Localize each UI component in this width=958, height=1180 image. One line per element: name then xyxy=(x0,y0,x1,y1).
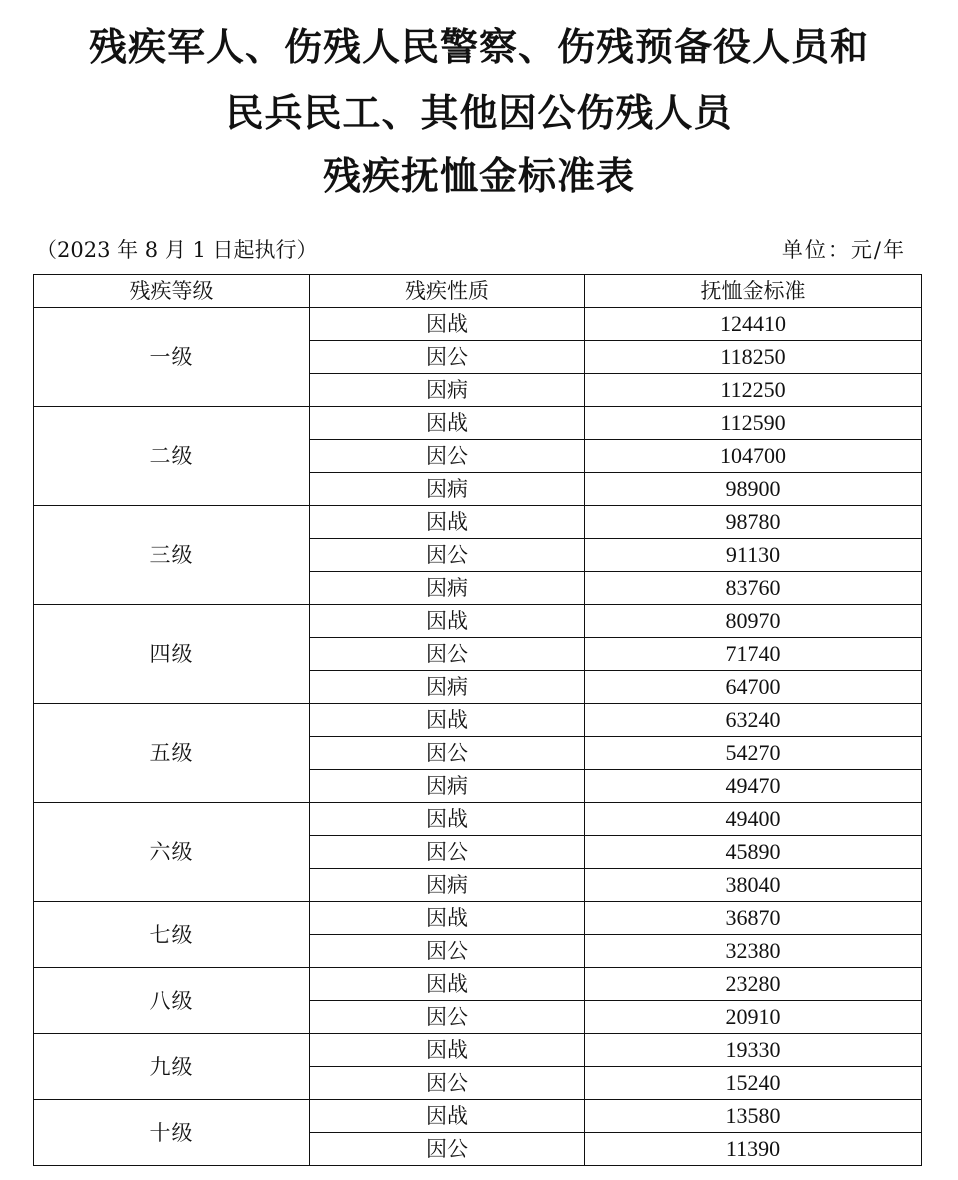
disability-nature-cell: 因病 xyxy=(310,770,585,803)
disability-nature-cell: 因病 xyxy=(310,374,585,407)
pension-amount-cell: 45890 xyxy=(585,836,922,869)
pension-amount-cell: 36870 xyxy=(585,902,922,935)
disability-nature-cell: 因战 xyxy=(310,803,585,836)
pension-amount-cell: 19330 xyxy=(585,1034,922,1067)
disability-nature-cell: 因病 xyxy=(310,869,585,902)
table-row xyxy=(34,308,922,341)
pension-amount-cell: 38040 xyxy=(585,869,922,902)
table-row xyxy=(34,1034,922,1067)
disability-nature-cell: 因公 xyxy=(310,539,585,572)
disability-nature-cell: 因战 xyxy=(310,1034,585,1067)
disability-nature-cell: 因战 xyxy=(310,704,585,737)
unit-label: 单位：元/年 xyxy=(781,238,906,262)
table-body xyxy=(34,308,922,1166)
disability-nature-cell: 因公 xyxy=(310,737,585,770)
pension-amount-cell: 98900 xyxy=(585,473,922,506)
disability-nature-cell: 因公 xyxy=(310,935,585,968)
header-disability-grade: 残疾等级 xyxy=(34,275,310,308)
pension-amount-cell: 64700 xyxy=(585,671,922,704)
disability-nature-cell: 因公 xyxy=(310,341,585,374)
table-row xyxy=(34,803,922,836)
pension-amount-cell: 104700 xyxy=(585,440,922,473)
table-row xyxy=(34,605,922,638)
pension-amount-cell: 20910 xyxy=(585,1001,922,1034)
disability-nature-cell: 因战 xyxy=(310,506,585,539)
disability-grade-cell: 三级 xyxy=(34,506,310,605)
disability-nature-cell: 因公 xyxy=(310,1133,585,1166)
pension-amount-cell: 54270 xyxy=(585,737,922,770)
pension-amount-cell: 118250 xyxy=(585,341,922,374)
disability-nature-cell: 因公 xyxy=(310,1001,585,1034)
table-row xyxy=(34,506,922,539)
pension-amount-cell: 13580 xyxy=(585,1100,922,1133)
disability-grade-cell: 七级 xyxy=(34,902,310,968)
pension-amount-cell: 32380 xyxy=(585,935,922,968)
disability-nature-cell: 因战 xyxy=(310,968,585,1001)
pension-amount-cell: 63240 xyxy=(585,704,922,737)
table-row xyxy=(34,902,922,935)
disability-grade-cell: 四级 xyxy=(34,605,310,704)
table-header xyxy=(34,275,922,308)
page-title-line-2: 民兵民工、其他因公伤残人员 xyxy=(225,90,733,135)
header-disability-nature: 残疾性质 xyxy=(310,275,585,308)
pension-amount-cell: 83760 xyxy=(585,572,922,605)
pension-amount-cell: 80970 xyxy=(585,605,922,638)
table-row xyxy=(34,407,922,440)
pension-amount-cell: 49400 xyxy=(585,803,922,836)
disability-nature-cell: 因战 xyxy=(310,407,585,440)
disability-grade-cell: 二级 xyxy=(34,407,310,506)
disability-nature-cell: 因战 xyxy=(310,902,585,935)
table-row xyxy=(34,704,922,737)
disability-nature-cell: 因公 xyxy=(310,1067,585,1100)
disability-nature-cell: 因战 xyxy=(310,308,585,341)
table-row xyxy=(34,1100,922,1133)
disability-grade-cell: 六级 xyxy=(34,803,310,902)
disability-nature-cell: 因战 xyxy=(310,605,585,638)
pension-amount-cell: 112250 xyxy=(585,374,922,407)
disability-nature-cell: 因病 xyxy=(310,572,585,605)
table-header-row xyxy=(34,275,922,308)
page-title-line-3: 残疾抚恤金标准表 xyxy=(322,153,635,198)
disability-nature-cell: 因病 xyxy=(310,473,585,506)
pension-amount-cell: 91130 xyxy=(585,539,922,572)
pension-amount-cell: 11390 xyxy=(585,1133,922,1166)
pension-amount-cell: 23280 xyxy=(585,968,922,1001)
effective-date-note: （2023 年 8 月 1 日起执行） xyxy=(36,238,318,262)
pension-amount-cell: 124410 xyxy=(585,308,922,341)
pension-amount-cell: 71740 xyxy=(585,638,922,671)
pension-amount-cell: 112590 xyxy=(585,407,922,440)
pension-amount-cell: 49470 xyxy=(585,770,922,803)
pension-standard-table xyxy=(33,274,922,1166)
disability-nature-cell: 因病 xyxy=(310,671,585,704)
disability-grade-cell: 十级 xyxy=(34,1100,310,1166)
disability-grade-cell: 五级 xyxy=(34,704,310,803)
disability-grade-cell: 八级 xyxy=(34,968,310,1034)
pension-amount-cell: 15240 xyxy=(585,1067,922,1100)
disability-grade-cell: 一级 xyxy=(34,308,310,407)
page-title-line-1: 残疾军人、伤残人民警察、伤残预备役人员和 xyxy=(88,24,869,69)
table-row xyxy=(34,968,922,1001)
header-pension-standard: 抚恤金标准 xyxy=(585,275,922,308)
disability-nature-cell: 因公 xyxy=(310,836,585,869)
disability-nature-cell: 因公 xyxy=(310,440,585,473)
disability-grade-cell: 九级 xyxy=(34,1034,310,1100)
pension-amount-cell: 98780 xyxy=(585,506,922,539)
disability-nature-cell: 因公 xyxy=(310,638,585,671)
disability-nature-cell: 因战 xyxy=(310,1100,585,1133)
